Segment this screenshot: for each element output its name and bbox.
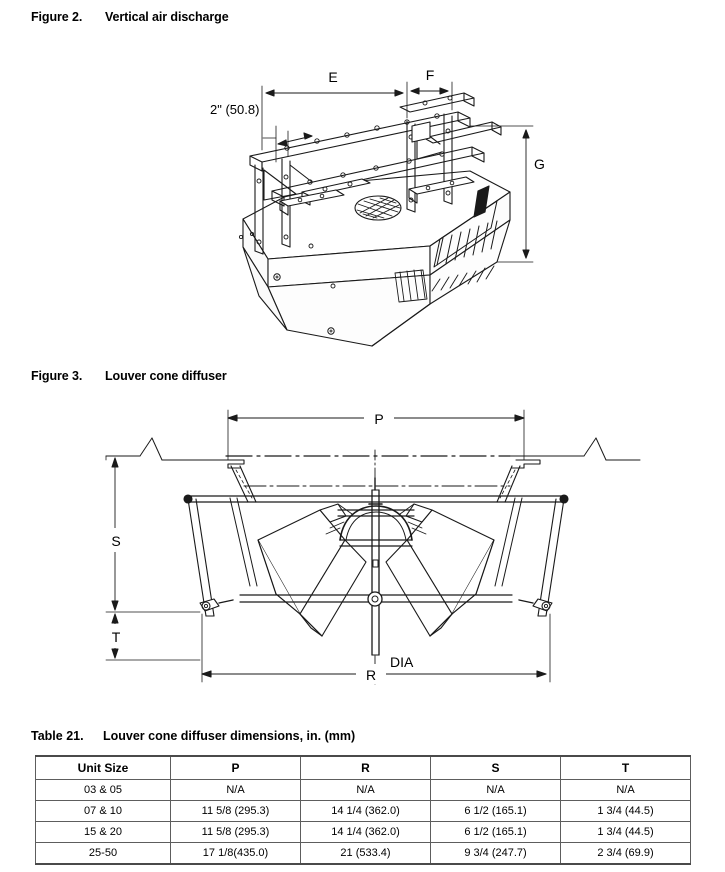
- table-cell-unit-size: 07 & 10: [36, 801, 171, 822]
- table-cell-unit-size: 03 & 05: [36, 780, 171, 801]
- figure-3-label-dia: DIA: [390, 654, 414, 670]
- figure-2-number: Figure 2.: [31, 10, 83, 24]
- table-cell-unit-size: 25-50: [36, 843, 171, 865]
- table-cell-unit-size: 15 & 20: [36, 822, 171, 843]
- table-title: Louver cone diffuser dimensions, in. (mm): [103, 729, 356, 743]
- table-cell-t: 1 3/4 (44.5): [561, 822, 691, 843]
- table-cell-t: N/A: [561, 780, 691, 801]
- table-row: [36, 843, 691, 865]
- figure-2-label-offset: 2" (50.8): [210, 102, 260, 117]
- figure-2-label-e: E: [328, 69, 338, 85]
- table-cell-s: 9 3/4 (247.7): [431, 843, 561, 865]
- table-cell-p: 17 1/8(435.0): [171, 843, 301, 865]
- table-row: [36, 780, 691, 801]
- figure-3-label-s: S: [111, 533, 121, 549]
- table-cell-r: N/A: [301, 780, 431, 801]
- figure-3-drawing: [0, 390, 725, 710]
- table-row: [36, 822, 691, 843]
- figure-3-label-p: P: [374, 411, 384, 427]
- table-cell-p: N/A: [171, 780, 301, 801]
- table-header-r: R: [301, 756, 431, 780]
- table-cell-s: N/A: [431, 780, 561, 801]
- figure-3-label-t: T: [111, 629, 121, 645]
- table-cell-p: 11 5/8 (295.3): [171, 822, 301, 843]
- table-row: [36, 801, 691, 822]
- figure-3-caption: [31, 369, 227, 383]
- figure-3-label-r: R: [365, 667, 377, 683]
- table-cell-p: 11 5/8 (295.3): [171, 801, 301, 822]
- figure-2-title: Vertical air discharge: [105, 10, 229, 24]
- table-header-p: P: [171, 756, 301, 780]
- table-cell-r: 14 1/4 (362.0): [301, 801, 431, 822]
- table-cell-s: 6 1/2 (165.1): [431, 801, 561, 822]
- table-cell-s: 6 1/2 (165.1): [431, 822, 561, 843]
- table-header-unit-size: Unit Size: [36, 756, 171, 780]
- figure-3-number: Figure 3.: [31, 369, 83, 383]
- table-header-row: [36, 756, 691, 780]
- table-cell-r: 21 (533.4): [301, 843, 431, 865]
- table-header-t: T: [561, 756, 691, 780]
- table-header-s: S: [431, 756, 561, 780]
- figure-2-label-g: G: [534, 156, 545, 172]
- table-number: Table 21.: [31, 729, 84, 743]
- louver-cone-diffuser-dimensions-table: [35, 755, 691, 865]
- table-cell-t: 2 3/4 (69.9): [561, 843, 691, 865]
- figure-2-drawing: [0, 34, 725, 364]
- figure-2-caption: [31, 10, 229, 24]
- table-cell-t: 1 3/4 (44.5): [561, 801, 691, 822]
- figure-3-title: Louver cone diffuser: [105, 369, 227, 383]
- table-caption: [31, 729, 355, 743]
- table-cell-r: 14 1/4 (362.0): [301, 822, 431, 843]
- figure-2-label-f: F: [425, 67, 435, 83]
